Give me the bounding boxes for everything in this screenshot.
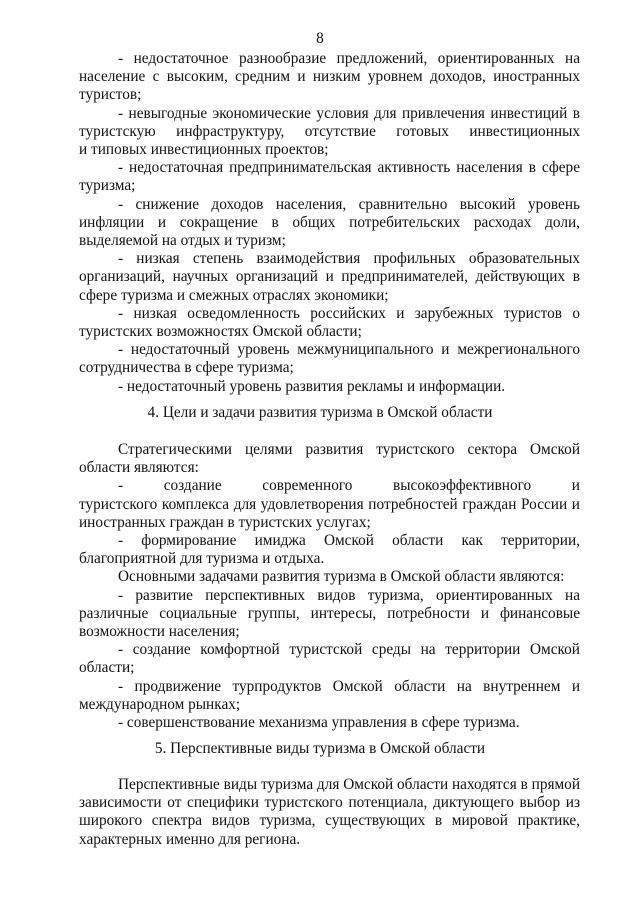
- text-line: Перспективные виды туризма для Омской области находятся в прямой: [118, 776, 580, 793]
- text-line: туристских возможностях Омской области;: [79, 323, 362, 340]
- text-line: возможности населения;: [79, 623, 240, 640]
- text-line: - недостаточная предпринимательская активность населения в сфере: [118, 159, 580, 177]
- text-line: - продвижение турпродуктов Омской области на внутреннем и: [118, 677, 580, 695]
- text-line: Основными задачами развития туризма в Омской области являются:: [118, 568, 565, 586]
- text-line: иностранных граждан в туристских услугах;: [79, 513, 371, 531]
- text-line: население с высоким, средним и низким уровнем доходов, иностранных: [79, 68, 580, 86]
- text-line: - создание комфортной туристской среды на территории Омской: [118, 641, 580, 659]
- text-line: благоприятной для туризма и отдыха.: [79, 550, 325, 568]
- text-line: - низкая степень взаимодействия профильных образовательных: [118, 250, 580, 268]
- text-line: зависимости от специфики туристского потенциала, диктующего выбор из: [79, 794, 580, 812]
- text-line: туристов;: [79, 86, 142, 104]
- text-line: туристскую инфраструктуру, отсутствие готовых инвестиционных: [79, 122, 580, 140]
- text-line: международном рынках;: [79, 695, 241, 713]
- text-line: Стратегическими целями развития туристского сектора Омской: [118, 441, 580, 458]
- section-4-heading: 4. Цели и задачи развития туризма в Омской области: [147, 404, 493, 421]
- text-line: выделяемой на отдых и туризм;: [79, 232, 286, 249]
- text-line: туристского комплекса для удовлетворения потребностей граждан России и: [79, 495, 580, 513]
- text-line: и типовых инвестиционных проектов;: [79, 141, 329, 158]
- text-line: сфере туризма и смежных отраслях экономики;: [79, 286, 389, 304]
- text-line: - недостаточный уровень межмуниципального и межрегионального: [118, 341, 580, 359]
- text-line: широкого спектра видов туризма, существующих в мировой практике,: [79, 812, 580, 830]
- text-line: - развитие перспективных видов туризма, ориентированных на: [118, 586, 580, 604]
- text-line: туризма;: [79, 177, 136, 195]
- text-line: сотрудничества в сфере туризма;: [79, 359, 294, 377]
- text-line: - снижение доходов населения, сравнительно высокий уровень: [118, 195, 580, 213]
- text-line: - недостаточный уровень развития рекламы и информации.: [118, 377, 506, 395]
- text-line: области являются:: [79, 459, 199, 477]
- page-number: 8: [316, 30, 324, 47]
- text-line: организаций, научных организаций и предпринимателей, действующих в: [79, 268, 580, 286]
- text-line: - формирование имиджа Омской области как территории,: [118, 532, 580, 549]
- text-line: характерных именно для региона.: [79, 830, 301, 848]
- text-line: различные социальные группы, интересы, потребности и финансовые: [79, 604, 580, 622]
- text-line: области;: [79, 659, 135, 677]
- text-line: инфляции и сокращение в общих потребительских расходах доли,: [79, 213, 580, 231]
- text-line: - создание современного высокоэффективного и: [118, 477, 580, 495]
- text-line: - совершенствование механизма управления в сфере туризма.: [118, 714, 520, 731]
- section-5-heading: 5. Перспективные виды туризма в Омской области: [154, 740, 486, 757]
- text-line: - недостаточное разнообразие предложений, ориентированных на: [118, 50, 580, 67]
- text-line: - низкая осведомленность российских и зарубежных туристов о: [118, 304, 580, 322]
- text-line: - невыгодные экономические условия для привлечения инвестиций в: [118, 104, 580, 122]
